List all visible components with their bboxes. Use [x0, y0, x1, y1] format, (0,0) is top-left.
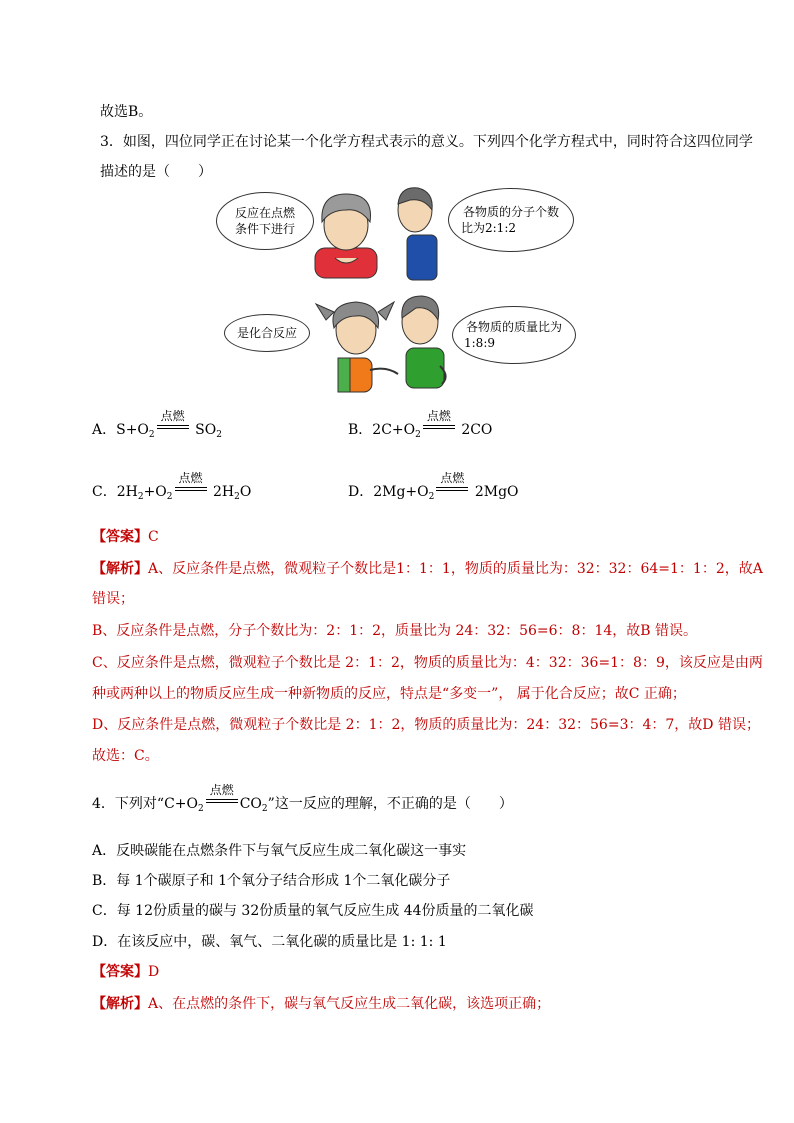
student-2-figure: [398, 188, 437, 280]
q3-analysis-line3: B、反应条件是点燃，分子个数比为：2：1：2，质量比为 24：32：56=6：8：14，故B 错误。: [92, 623, 697, 639]
q3-analysis-line7: 故选：C。: [92, 748, 159, 764]
q3-option-a[interactable]: [92, 409, 222, 445]
reaction-condition-arrow: [421, 409, 457, 440]
cond-label: 点燃: [209, 783, 234, 797]
cond-label: 点燃: [178, 471, 203, 485]
q4-stem: [92, 783, 513, 819]
bubble-2-line1: 各物质的分子个数: [462, 205, 559, 219]
q4-stem-sub: 2: [197, 804, 204, 814]
q3-answer: [92, 527, 159, 547]
opt-a-prod-sub: 2: [216, 430, 222, 440]
opt-a-product: SO: [195, 422, 217, 438]
q3-option-b[interactable]: [348, 409, 493, 445]
q4-option-c[interactable]: C．每 12份质量的碳与 32份质量的氧气反应生成 44份质量的二氧化碳: [92, 903, 534, 919]
bubble-1-line1: 反应在点燃: [234, 206, 295, 220]
cond-label: 点燃: [440, 471, 465, 485]
q4-option-a[interactable]: A．反映碳能在点燃条件下与氧气反应生成二氧化碳这一事实: [92, 843, 467, 859]
cond-label: 点燃: [160, 409, 185, 423]
bubble-molecule-ratio: [448, 188, 574, 252]
opt-d-product: 2MgO: [474, 484, 519, 500]
answer-label: 【答案】: [92, 529, 148, 545]
opt-a-reactants: A．S+O: [92, 422, 149, 438]
q3-analysis-line5: 种或两种以上的物质反应生成一种新物质的反应，特点是“多变一”， 属于化合反应；故C 正确；: [92, 686, 686, 702]
opt-c-sub1: 2: [137, 492, 144, 502]
q4-stem-pre: 4．下列对“C+O: [92, 796, 198, 812]
q4-analysis-line1: [92, 994, 550, 1014]
q3-option-c[interactable]: [92, 471, 252, 507]
reaction-condition-arrow: [434, 471, 470, 502]
cond-label: 点燃: [426, 409, 451, 423]
opt-c-product-end: O: [239, 484, 252, 500]
opt-b-product: 2CO: [461, 422, 493, 438]
q4-option-d[interactable]: D．在该反应中，碳、氧气、二氧化碳的质量比是 1: 1: 1: [92, 934, 447, 950]
bubble-4-line2: 1:8:9: [464, 336, 495, 350]
reaction-condition-arrow: [204, 783, 240, 814]
q3-analysis-line2: 错误；: [92, 591, 134, 607]
discussion-illustration: [210, 180, 590, 400]
q3-analysis-line6: D、反应条件是点燃，微观粒子个数比是 2：1：2，物质的质量比为：24：32：56=3：4：7，故D 错误；: [92, 717, 760, 733]
answer-value: C: [148, 529, 159, 545]
q4-answer: [92, 962, 159, 982]
student-1-figure: [315, 194, 377, 278]
opt-b-sub: 2: [415, 430, 421, 440]
analysis-text: A、反应条件是点燃，微观粒子个数比是1：1：1，物质的质量比为：32：32：64=1：1：2，故A: [148, 561, 763, 577]
student-3-figure: [316, 302, 398, 392]
q3-analysis-line4: C、反应条件是点燃，微观粒子个数比是 2：1：2，物质的质量比为：4：32：36=1：8：9，该反应是由两: [92, 655, 763, 671]
opt-c-r2: +O: [143, 484, 167, 500]
q4-stem-post: ”这一反应的理解，不正确的是（ ）: [267, 796, 513, 812]
opt-c-sub2: 2: [166, 492, 173, 502]
q4-stem-prod-sub: 2: [261, 804, 268, 814]
q4-stem-product: CO: [239, 796, 262, 812]
q4-option-b[interactable]: B．每 1个碳原子和 1个氧分子结合形成 1个二氧化碳分子: [92, 873, 451, 889]
opt-d-sub: 2: [428, 492, 435, 502]
q3-stem-line2: 描述的是（ ）: [100, 164, 212, 180]
analysis-label: 【解析】: [92, 561, 148, 577]
opt-a-sub: 2: [148, 430, 155, 440]
opt-c-product: 2H: [212, 484, 235, 500]
opt-c-r1: C．2H: [92, 484, 138, 500]
analysis-label: 【解析】: [92, 996, 148, 1012]
bubble-combination-reaction: [224, 314, 310, 352]
q3-stem-line1: 3．如图，四位同学正在讨论某一个化学方程式表示的意义。下列四个化学方程式中，同时符合这四位同学: [100, 134, 753, 150]
reaction-condition-arrow: [173, 471, 209, 502]
q3-analysis-line1: [92, 559, 763, 579]
q3-option-d[interactable]: [348, 471, 519, 507]
bubble-1-line2: 条件下进行: [234, 222, 295, 236]
bubble-mass-ratio: [452, 306, 576, 364]
opt-c-prod-sub: 2: [234, 492, 240, 502]
bubble-2-line2: 比为2:1:2: [461, 221, 516, 235]
student-4-figure: [402, 296, 446, 388]
bubble-4-line1: 各物质的质量比为: [465, 320, 562, 334]
bubble-3-text: 是化合反应: [236, 326, 297, 340]
opt-d-reactants: D．2Mg+O: [348, 484, 429, 500]
reaction-condition-arrow: [155, 409, 191, 440]
answer-value: D: [148, 964, 160, 980]
opt-b-reactants: B．2C+O: [348, 422, 416, 438]
answer-label: 【答案】: [92, 964, 148, 980]
prev-conclusion: 故选B。: [100, 104, 153, 120]
bubble-reaction-condition: [216, 192, 314, 250]
analysis-text: A、在点燃的条件下，碳与氧气反应生成二氧化碳，该选项正确；: [148, 996, 551, 1012]
